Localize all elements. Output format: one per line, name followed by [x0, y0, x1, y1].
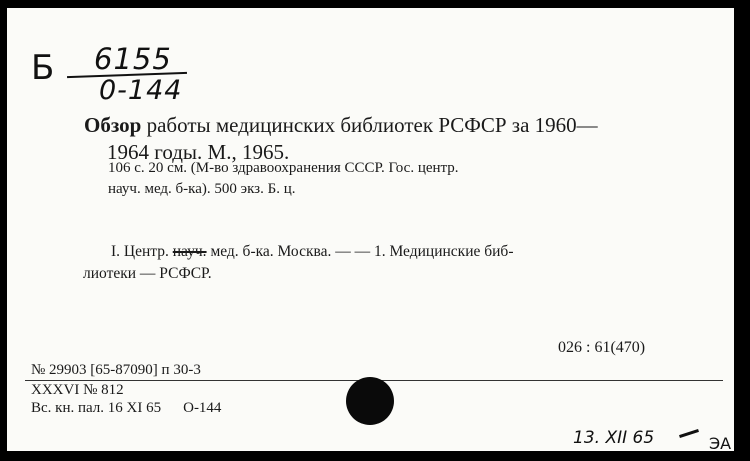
- handwritten-initials: ЭА: [709, 434, 732, 453]
- handwritten-dash: [679, 429, 699, 438]
- tracing-suffix: мед. б-ка. Москва. — — 1. Медицинские биб-: [206, 243, 514, 260]
- imprint-line1: № 29903 [65-87090] п 30-3: [31, 362, 201, 378]
- description-line1: 106 с. 20 см. (М-во здравоохранения СССР. Гос. центр.: [108, 160, 459, 176]
- classification-number: 026 : 61(470): [558, 339, 646, 356]
- call-number-letter: Б: [31, 48, 55, 88]
- card-title: [84, 113, 598, 138]
- punch-hole: [346, 377, 394, 425]
- call-number-bottom: 0-144: [99, 75, 183, 106]
- tracing-prefix: I. Центр.: [111, 243, 173, 260]
- handwritten-date: 13. XII 65: [573, 428, 655, 448]
- imprint-line3: [31, 400, 221, 417]
- description-line2: науч. мед. б-ка). 500 экз. Б. ц.: [108, 181, 296, 197]
- call-number-top: 6155: [94, 42, 172, 76]
- title-lead: Обзор: [84, 113, 142, 137]
- tracing-crossed-word: науч.: [172, 243, 207, 260]
- card-title-line2: 1964 годы. М., 1965.: [107, 140, 290, 164]
- tracing-line2: лиотеки — РСФСР.: [83, 265, 212, 282]
- imprint-chamber: Вс. кн. пал. 16 XI 65: [31, 400, 162, 416]
- catalog-card: [7, 8, 734, 451]
- tracing-line1: [111, 243, 513, 261]
- imprint-line2: XXXVI № 812: [31, 382, 124, 398]
- imprint-code: О-144: [183, 400, 222, 416]
- title-rest: работы медицинских библиотек РСФСР за 1960—: [141, 113, 598, 137]
